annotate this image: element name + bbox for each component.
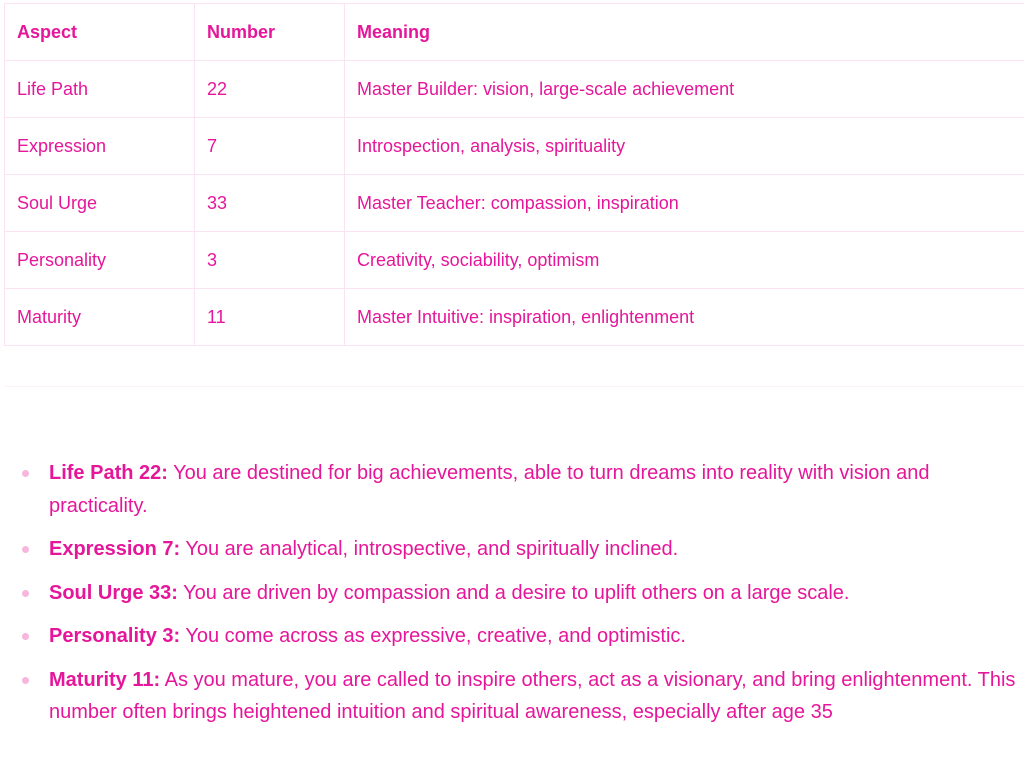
bullet-dot-icon: [22, 633, 29, 640]
list-item-lead: Life Path 22:: [49, 462, 168, 484]
list-item-lead: Expression 7:: [49, 538, 181, 560]
list-item-text: You come across as expressive, creative, and optimistic.: [180, 625, 686, 647]
cell-aspect: Expression: [5, 118, 195, 175]
cell-number: 7: [195, 118, 345, 175]
table-row: [5, 61, 1024, 118]
list-item: [22, 664, 1022, 729]
cell-meaning: Introspection, analysis, spirituality: [345, 118, 1024, 175]
cell-aspect: Personality: [5, 232, 195, 289]
list-item-lead: Maturity 11:: [49, 668, 161, 691]
bullet-dot-icon: [22, 546, 29, 553]
header-aspect: Aspect: [5, 4, 195, 61]
numerology-table: [4, 3, 1024, 346]
list-item-text: You are destined for big achievements, able to turn dreams into reality with vision and practicality.: [49, 462, 930, 517]
cell-aspect: Life Path: [5, 61, 195, 118]
list-item: [22, 577, 1022, 610]
header-meaning: Meaning: [345, 4, 1024, 61]
list-item: [22, 457, 1022, 522]
table-header-row: [5, 4, 1024, 61]
table-row: [5, 289, 1024, 346]
list-item: [22, 620, 1022, 653]
list-item-lead: Soul Urge 33:: [49, 581, 178, 604]
cell-number: 11: [195, 289, 345, 346]
cell-aspect: Soul Urge: [5, 175, 195, 232]
summary-list: [22, 457, 1022, 740]
list-item: [22, 533, 1022, 566]
cell-aspect: Maturity: [5, 289, 195, 346]
table-row: [5, 118, 1024, 175]
numerology-table-container: [4, 3, 1024, 346]
cell-meaning: Master Intuitive: inspiration, enlightenment: [345, 289, 1024, 346]
section-divider: [4, 386, 1024, 387]
table-row: [5, 175, 1024, 232]
bullet-dot-icon: [22, 470, 29, 477]
cell-meaning: Creativity, sociability, optimism: [345, 232, 1024, 289]
cell-meaning: Master Teacher: compassion, inspiration: [345, 175, 1024, 232]
list-item-text: As you mature, you are called to inspire others, act as a visionary, and bring enlightenment. This number often brings heightened intuition and spiritual awareness, especially after age 35: [49, 668, 1016, 723]
list-item-text: You are analytical, introspective, and spiritually inclined.: [180, 538, 679, 560]
cell-meaning: Master Builder: vision, large-scale achievement: [345, 61, 1024, 118]
bullet-dot-icon: [22, 590, 29, 597]
cell-number: 3: [195, 232, 345, 289]
table-row: [5, 232, 1024, 289]
list-item-text: You are driven by compassion and a desire to uplift others on a large scale.: [177, 581, 850, 604]
cell-number: 33: [195, 175, 345, 232]
cell-number: 22: [195, 61, 345, 118]
header-number: Number: [195, 4, 345, 61]
bullet-dot-icon: [22, 677, 29, 684]
list-item-lead: Personality 3:: [49, 625, 181, 647]
